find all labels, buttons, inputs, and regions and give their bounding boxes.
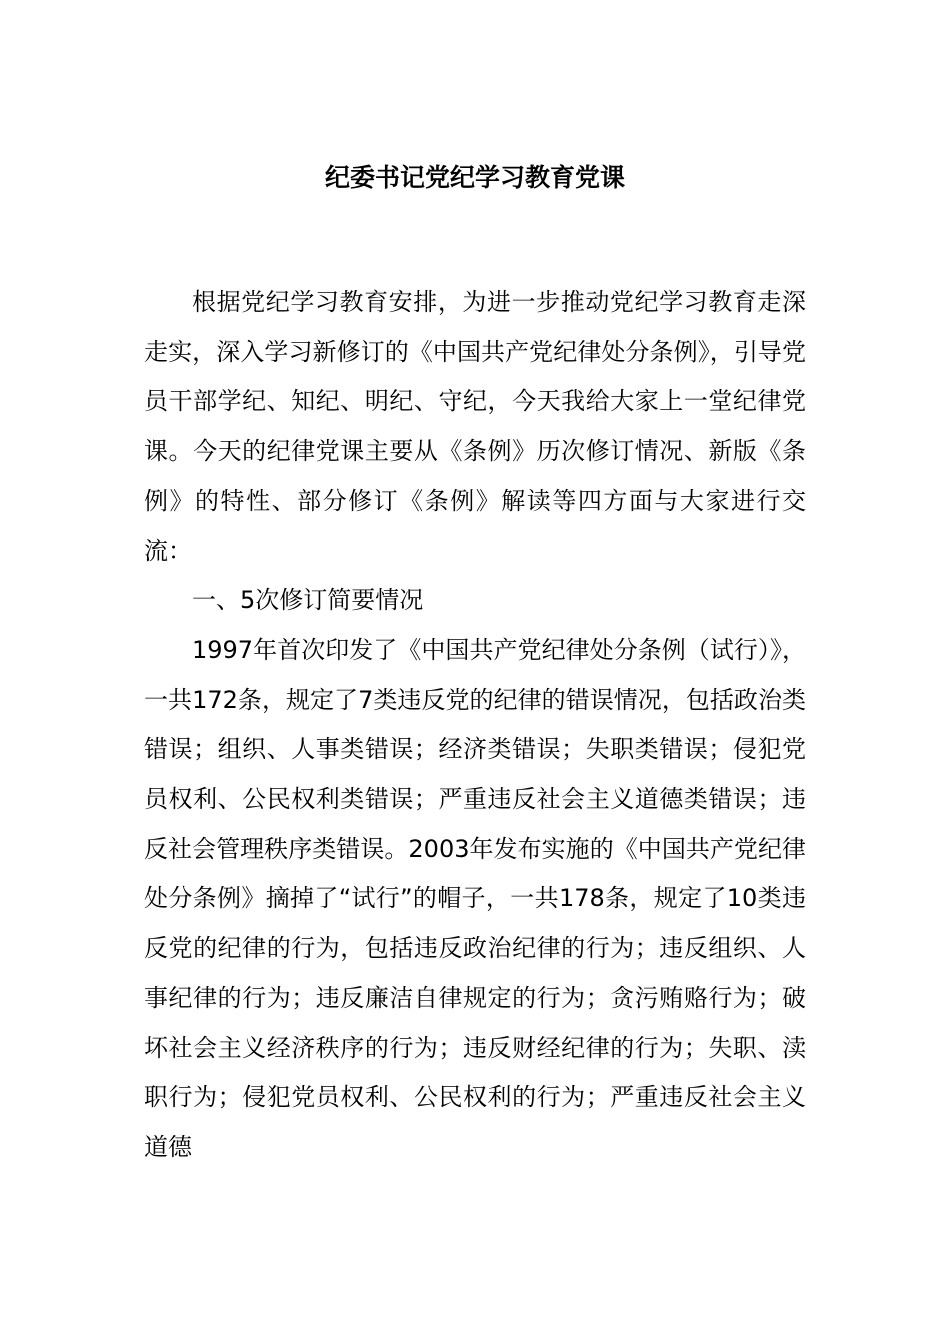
- section-heading: 一、5次修订简要情况: [192, 586, 424, 615]
- paragraph-history: 1997年首次印发了《中国共产党纪律处分条例（试行）》，一共172条，规定了7类违反党的纪律的错误情况，包括政治类错误；组织、人事类错误；经济类错误；失职类错误；侵犯党员权利、公民权利类错误；严重违反社会主义道德类错误；违反社会管理秩序类错误。2003年发布实施的《中国共产党纪律处分条例》摘掉了“试行”的帽子，一共178条，规定了10类违反党的纪律的行为，包括违反政治纪律的行为；违反组织、人事纪律的行为；违反廉洁自律规定的行为；贪污贿赂行为；破坏社会主义经济秩序的行为；违反财经纪律的行为；失职、渎职行为；侵犯党员权利、公民权利的行为；严重违反社会主义道德: [144, 635, 806, 1161]
- document-body: [144, 278, 806, 1173]
- document-title: 纪委书记党纪学习教育党课: [324, 163, 625, 192]
- paragraph-intro: 根据党纪学习教育安排，为进一步推动党纪学习教育走深走实，深入学习新修订的《中国共产党纪律处分条例》，引导党员干部学纪、知纪、明纪、守纪，今天我给大家上一堂纪律党课。今天的纪律党课主要从《条例》历次修订情况、新版《条例》的特性、部分修订《条例》解读等四方面与大家进行交流：: [144, 288, 806, 565]
